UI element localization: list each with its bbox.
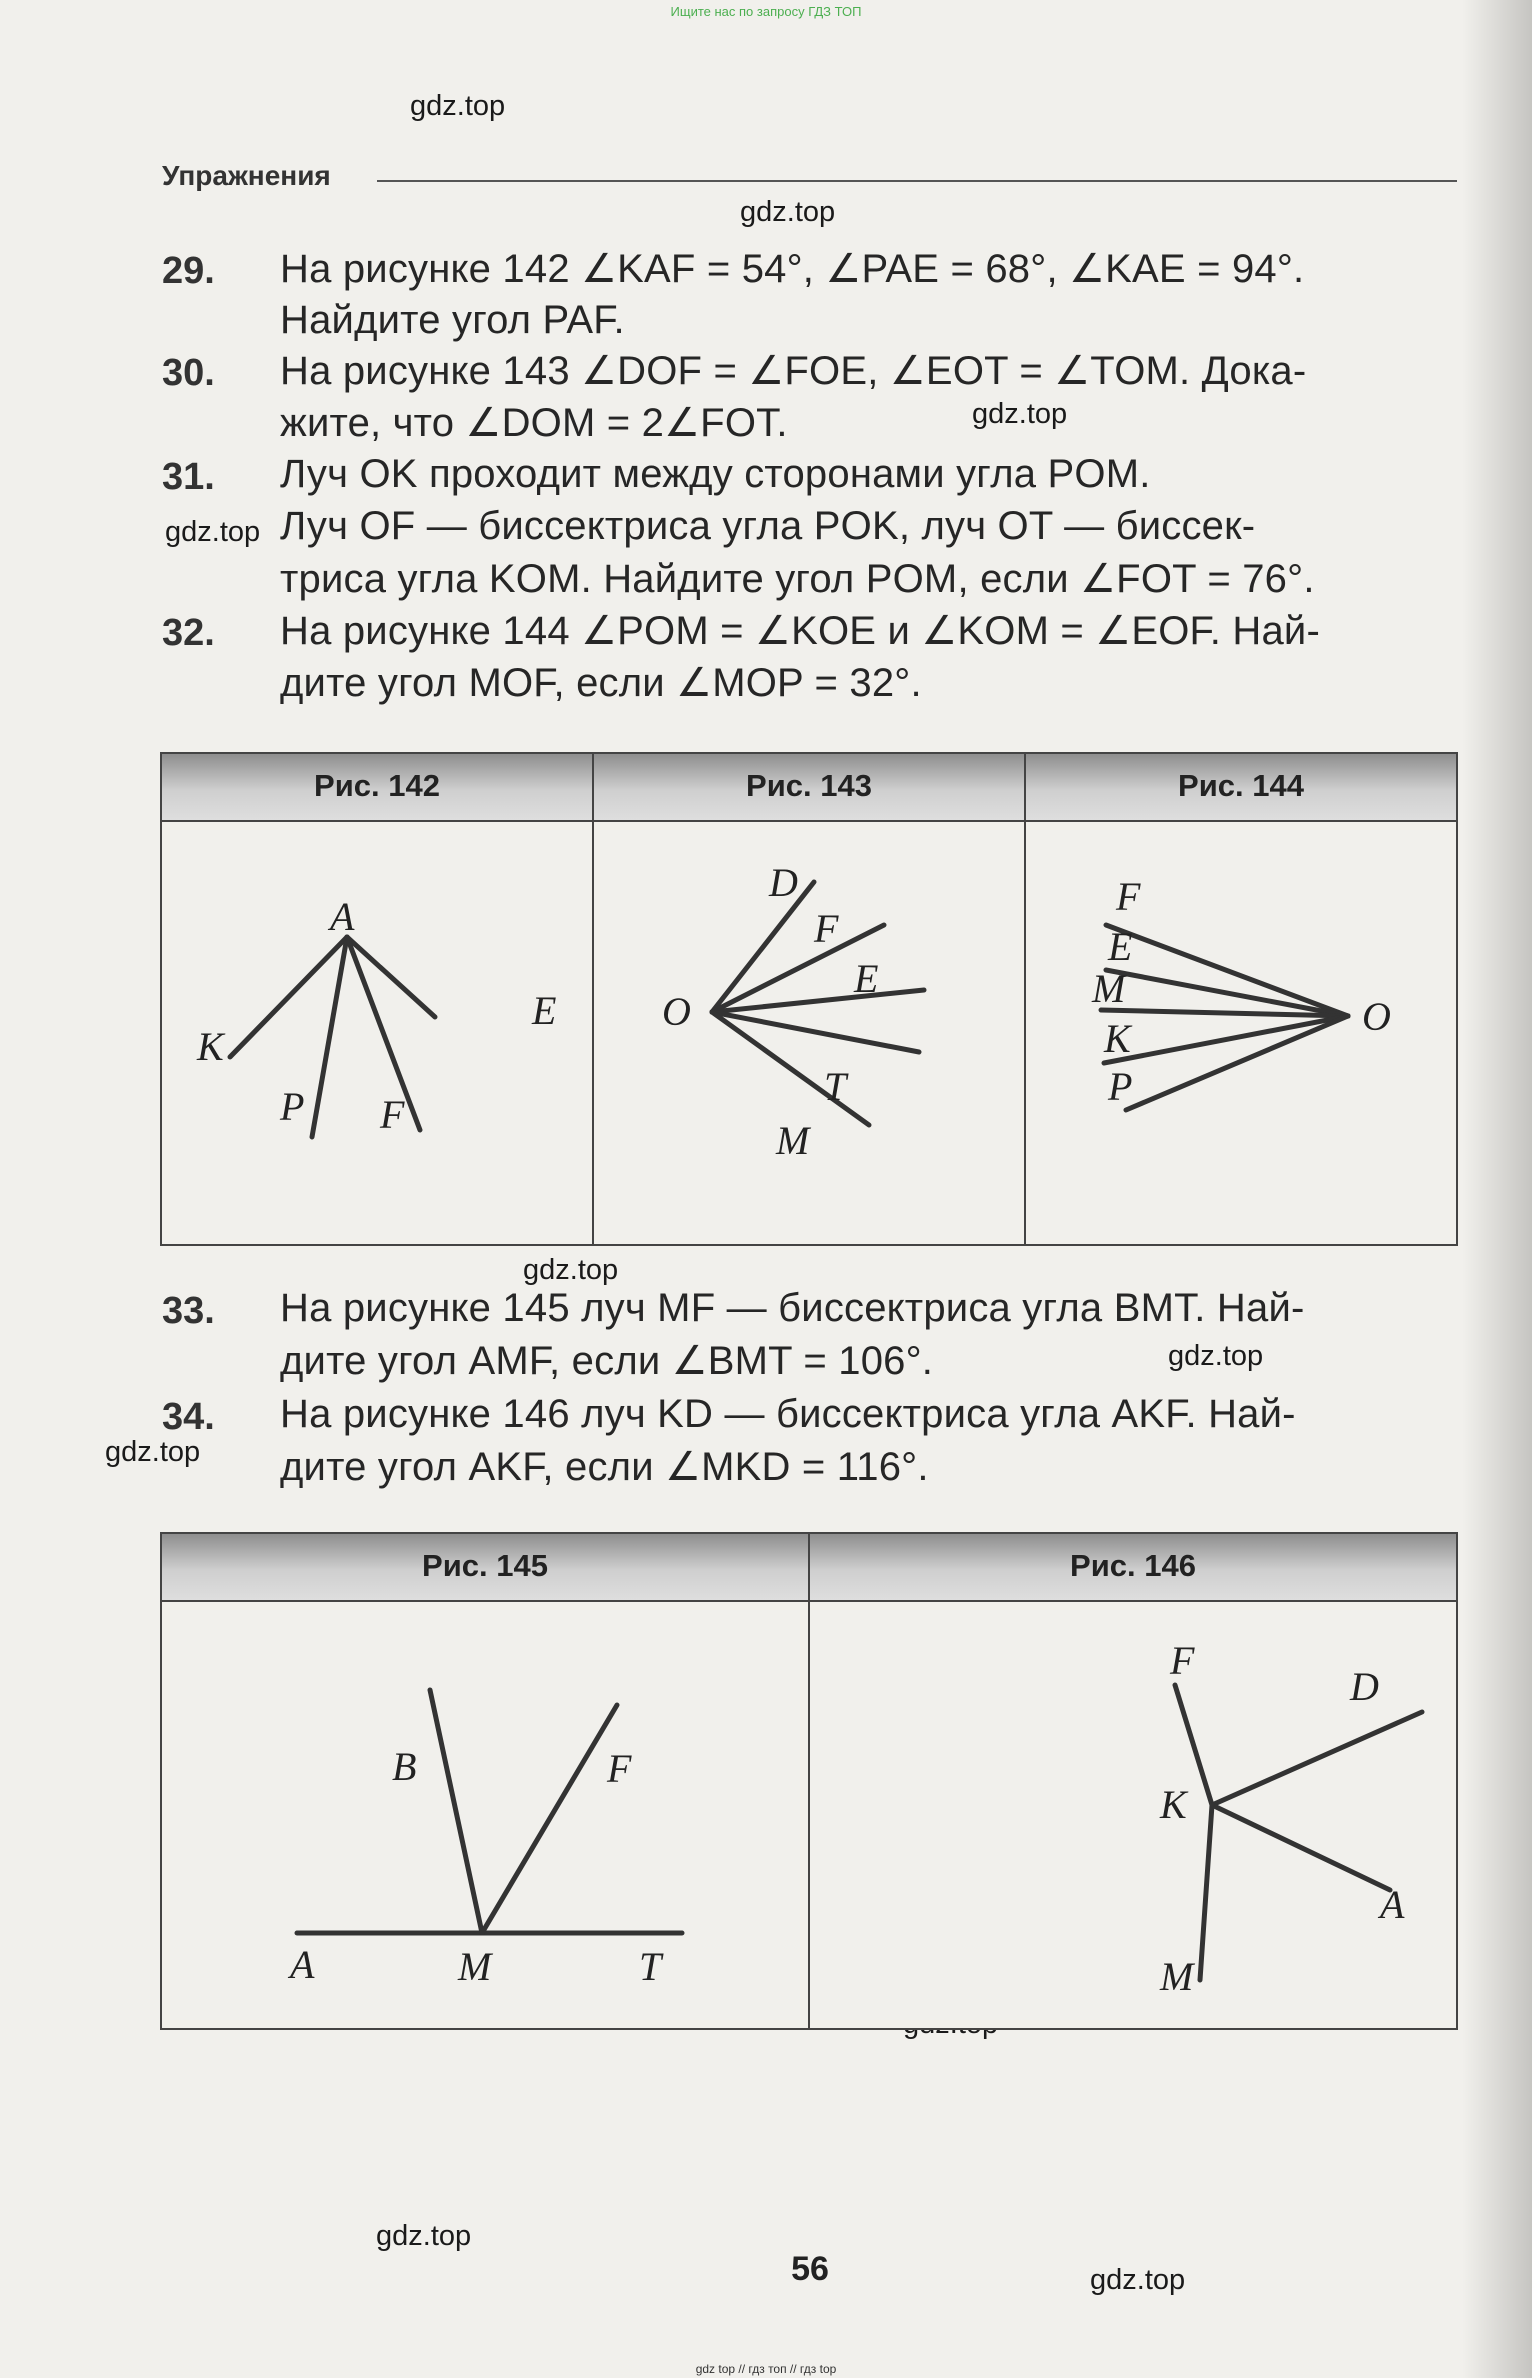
ray-KA [1212, 1805, 1390, 1890]
figure-table-145-146 [160, 1532, 1458, 2030]
figure-144 [1026, 820, 1456, 1244]
watermark: gdz.top [972, 398, 1068, 430]
point-label-F: F [380, 1092, 405, 1137]
section-heading [162, 160, 1457, 190]
point-label-M: M [1092, 966, 1126, 1011]
exercise-text-line: На рисунке 142 ∠KAF = 54°, ∠PAE = 68°, ∠KAE = 94°. [280, 247, 1305, 291]
exercise-number: 30. [162, 352, 215, 394]
point-label-M: M [776, 1118, 810, 1163]
ray-KD [1212, 1712, 1422, 1805]
point-label-A: A [1380, 1882, 1405, 1927]
ray-MB [430, 1690, 482, 1933]
watermark: gdz.top [1090, 2264, 1186, 2296]
exercise-number: 34. [162, 1396, 215, 1438]
point-label-B: B [392, 1744, 417, 1789]
point-label-E: E [1108, 924, 1133, 969]
figure-title: Рис. 142 [314, 768, 440, 803]
ray-OP [1126, 1016, 1348, 1110]
point-label-O: O [1362, 994, 1391, 1039]
point-label-F: F [814, 906, 839, 951]
exercise-number: 29. [162, 250, 215, 292]
exercise-number: 31. [162, 456, 215, 498]
ray-OK [1104, 1016, 1348, 1063]
point-label-T: T [824, 1064, 847, 1109]
exercise-number: 32. [162, 612, 215, 654]
point-label-E: E [532, 988, 557, 1033]
figure-title: Рис. 145 [422, 1548, 548, 1583]
figure-title: Рис. 144 [1178, 768, 1304, 803]
figure-143 [594, 820, 1024, 1244]
watermark: gdz.top [523, 1254, 619, 1286]
ray-KM [1200, 1805, 1212, 1980]
heading-rule [377, 180, 1457, 182]
figure-title: Рис. 146 [1070, 1548, 1196, 1583]
exercise-text-line: На рисунке 143 ∠DOF = ∠FOE, ∠EOT = ∠TOM. Дока- [280, 349, 1307, 393]
exercise-text-line: На рисунке 146 луч KD — биссектриса угла AKF. Най- [280, 1392, 1296, 1436]
point-label-F: F [1116, 874, 1141, 919]
point-label-T: T [639, 1944, 662, 1989]
watermark: gdz.top [105, 1436, 201, 1468]
exercise-text-line: На рисунке 145 луч MF — биссектриса угла BMT. Най- [280, 1286, 1305, 1330]
point-label-K: K [197, 1024, 224, 1069]
figure-146 [810, 1600, 1456, 2028]
watermark: gdz.top [410, 90, 506, 122]
section-title: Упражнения [162, 160, 331, 191]
exercise-text-line: триса угла KOM. Найдите угол POM, если ∠FOT = 76°. [280, 557, 1315, 601]
exercise-text-line: Луч OK проходит между сторонами угла POM. [280, 452, 1151, 496]
exercise-text-line: дите угол AMF, если ∠BMT = 106°. [280, 1339, 934, 1383]
page-edge-shadow [1462, 0, 1532, 2378]
point-label-P: P [280, 1084, 305, 1129]
point-label-D: D [1350, 1664, 1379, 1709]
point-label-O: O [662, 989, 691, 1034]
exercise-text-line: дите угол AKF, если ∠MKD = 116°. [280, 1445, 929, 1489]
exercise-text-line: жите, что ∠DOM = 2∠FOT. [280, 401, 788, 445]
exercise-text-line: Луч OF — биссектриса угла POK, луч OT — биссек- [280, 504, 1256, 548]
point-label-D: D [769, 860, 798, 905]
watermark: gdz.top [740, 196, 836, 228]
ray-OD [712, 882, 814, 1012]
point-label-P: P [1108, 1064, 1133, 1109]
watermark: gdz.top [165, 516, 261, 548]
point-label-A: A [290, 1942, 315, 1987]
page-number: 56 [791, 2250, 829, 2288]
exercise-text-line: дите угол MOF, если ∠MOP = 32°. [280, 661, 922, 705]
point-label-K: K [1160, 1782, 1187, 1827]
point-label-E: E [854, 956, 879, 1001]
point-label-A: A [330, 894, 355, 939]
point-label-K: K [1104, 1016, 1131, 1061]
figure-145 [162, 1600, 808, 2028]
point-label-F: F [1170, 1638, 1195, 1683]
ray-OF [1106, 925, 1348, 1016]
bottom-banner: gdz top // гдз топ // гдз top [695, 2362, 837, 2376]
top-banner: Ищите нас по запросу ГДЗ ТОП [670, 4, 862, 19]
figure-142 [162, 820, 592, 1244]
watermark: gdz.top [376, 2220, 472, 2252]
point-label-M: M [458, 1944, 492, 1989]
point-label-F: F [607, 1746, 632, 1791]
figure-title: Рис. 143 [746, 768, 872, 803]
ray-MF [482, 1705, 617, 1933]
point-label-M: M [1160, 1954, 1194, 1999]
exercise-text-line: Найдите угол PAF. [280, 298, 625, 342]
figure-table-142-144 [160, 752, 1458, 1246]
exercise-text-line: На рисунке 144 ∠POM = ∠KOE и ∠KOM = ∠EOF. Най- [280, 609, 1320, 653]
exercise-number: 33. [162, 1290, 215, 1332]
watermark: gdz.top [1168, 1340, 1264, 1372]
